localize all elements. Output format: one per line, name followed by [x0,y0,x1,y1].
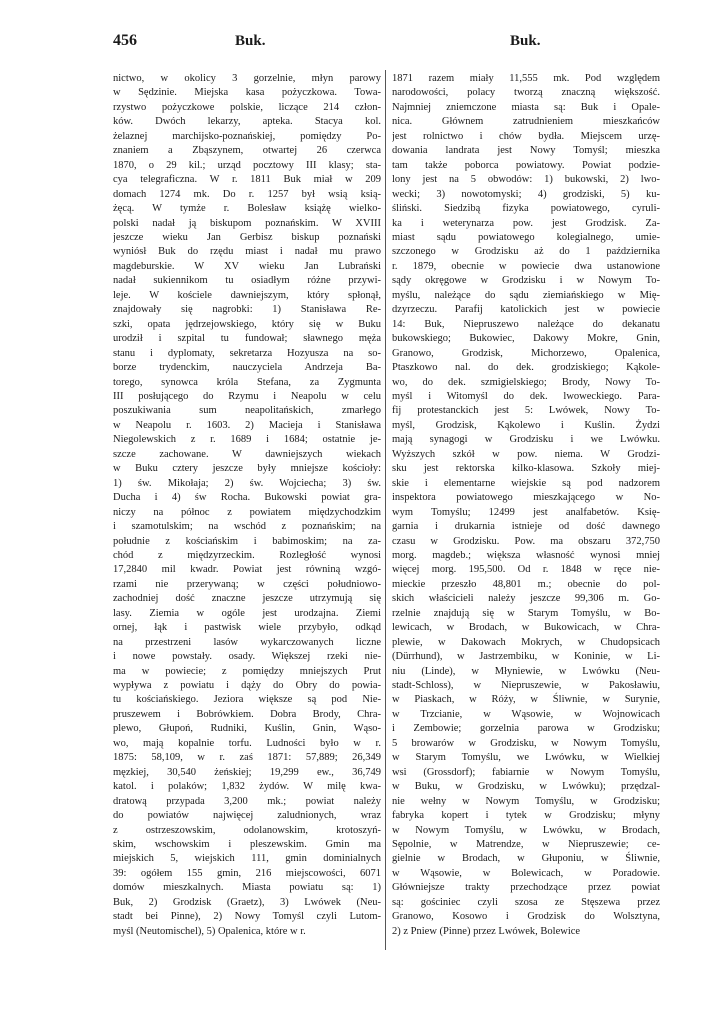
text-line: morg. magdeb.; większa własność wynosi mniej [392,549,660,561]
text-line: myśl i Witomyśl do dek. lwoweckiego. Para- [392,390,660,402]
text-line: i szamotulskim; na wschód z poznańskim; na [113,521,381,533]
text-line: tam także poborca powiatowy. Powiat podzie- [392,159,660,171]
text-line: wo, mają kopalnie torfu. Ludności było w r. [113,737,381,749]
text-line: Ptaszkowo nal. do dek. grodziskiego; Kąkole- [392,362,660,374]
text-line: myślu, należące do sądu ziemiańskiego w Mię- [392,289,660,301]
text-line: lasy. Ziemia w ogóle jest urodzajna. Ziemi [113,607,381,619]
text-line: 2) z Pniew (Pinne) przez Lwówek, Bolewice [392,925,581,937]
text-line: fij protestanckich jest 5: Lwówek, Nowy To- [392,405,660,417]
text-line: szczonego w Grodzisku aż do 1 października [392,246,660,258]
text-line: chód z międzyrzeckim. Rozległość wynosi [113,549,381,561]
text-line: mają synagogi w Grodzisku i we Lwówku. [392,434,660,446]
text-line: stadt-Schloss), w Niepruszewie, w Pakosławiu, [392,680,660,692]
text-line: w Starym Tomyślu, we Lwówku, w Wielkiej [392,752,660,764]
text-line: i nowe powstały. osady. Większej rzeki nie- [113,651,381,663]
text-line: urodził i szpital tu fundował; sławnego męża [113,333,381,345]
text-line: rzami nie przerywaną; w części południowo- [113,578,381,590]
text-line: (Dürrhund), w Jastrzembiku, w Koninie, w Li- [392,651,660,663]
text-line: w Buku cztery jeszcze były mniejsze kościoły: [113,463,381,475]
text-line: sądy okręgowe w Grodzisku i w Nowym To- [392,275,660,287]
text-line: torego, synowca króla Stefana, za Zygmunta [113,376,381,388]
text-line: katol. i polaków; 1,832 żydów. W milę kwa- [113,781,381,793]
text-line: Granowo, Grodzisk, Michorzewo, Opalenica, [392,347,660,359]
text-line: plewo, Głupoń, Rudniki, Kuślin, Gnin, Wąso- [113,723,381,735]
text-line: szcze zachowane. W dawniejszych wiekach [113,448,381,460]
text-line: Wyższych szkół w pow. niema. W Grodzi- [392,448,660,460]
text-line: 1875: 58,109, w r. zaś 1871: 57,889; 26,349 [113,752,381,764]
text-line: plewie, w Dakowach Mokrych, w Chudopsicach [392,636,660,648]
text-line: pruszewem i Bobrówkiem. Dobra Brody, Chra- [113,708,381,720]
text-line: południe z kościańskim i babimoskim; na za- [113,535,381,547]
text-line: rzelnie znajdują się w Starym Tomyślu, w Bo- [392,607,660,619]
left-column [113,72,381,939]
text-line: żelaznej marchijsko-poznańskiej, pomiędzy Po- [113,130,381,142]
text-line: myśl (Neutomischel), 5) Opalenica, które w r. [113,925,306,937]
text-line: domach 1274 mk. Do r. 1257 był wsią ksią- [113,188,381,200]
running-head-left: Buk. [235,33,266,49]
page-number: 456 [113,32,137,49]
text-line: niu (Linde), w Młyniewie, w Lwówku (Neu- [392,665,660,677]
text-line: męzkiej, 30,540 żeńskiej; 19,299 ew., 36,749 [113,766,381,778]
text-line: gielnie w Brodach, w Głuponiu, w Śliwnie, [392,853,660,865]
text-line: leje. W kościele dawniejszym, który spłonął, [113,289,381,301]
text-line: borze trydenckim, nauczyciela Andrzeja Ba- [113,362,381,374]
text-line: w Neapolu r. 1603. 2) Macieja i Stanisława [113,419,381,431]
text-line: domów mieszkalnych. Miasta powiatu są: 1) [113,882,381,894]
text-line: w Wąsowie, w Bolewicach, w Poradowie. [392,867,660,879]
text-line: inspektora powiatowego mieszkającego w No- [392,492,660,504]
text-line: wecki; 3) nowotomyski; 4) grodziski, 5) ku- [392,188,660,200]
text-line: znajdowały się nagrobki: 1) Stanisława Re- [113,304,381,316]
text-line: w Nowym Tomyślu, w Lwówku, w Brodach, [392,824,660,836]
text-line: w Piaskach, w Róży, w Śliwnie, w Surynie, [392,694,660,706]
text-line: są: gościniec czyli szosa ze Stęszewa przez [392,896,660,908]
text-line: do powiatów najwięcej zaludnionych, wraz [113,810,381,822]
text-line: 14: Buk, Niepruszewo należące do dekanatu [392,318,660,330]
text-line: 1870, o 29 kil.; urząd pocztowy III klasy; sta- [113,159,381,171]
text-line: Sępolnie, w Matrendze, w Niepruszewie; ce- [392,839,660,851]
text-line: stadt bei Pinne), 2) Nowy Tomyśl czyli Lutom- [113,911,381,923]
text-line: więcej morg. 195,500. Od r. 1848 w ręce nie- [392,564,660,576]
text-line: w Trzcianie, w Wąsowie, w Wojnowicach [392,708,660,720]
text-line: lewicach, w Brodach, w Bukowicach, w Chra- [392,622,660,634]
text-line: ków. Dwóch lekarzy, apteka. Stacya kol. [113,116,381,128]
text-line: magdeburskie. W XV wieku Jan Lubrański [113,260,381,272]
text-line: wym Tomyślu; 12499 jest analfabetów. Księ- [392,506,660,518]
text-line: skich właścicieli należy jeszcze 99,306 m. Go- [392,593,660,605]
text-line: wypływa z powiatu i dąży do Obry do powia- [113,680,381,692]
text-line: 1871 razem miały 11,555 mk. Pod względem [392,73,660,84]
text-line: w Buku, w Grodzisku, w Lwówku); przędzal- [392,781,660,793]
text-line: nica. Głównem zatrudnieniem mieszkańców [392,116,660,128]
text-line: poszukiwania sum neapolitańskich, zmarłego [113,405,381,417]
text-line: 17,2840 mil kwadr. Powiat jest równiną wzgó- [113,564,381,576]
text-line: żęcą. W tymże r. Bolesław książę wielko- [113,203,381,215]
text-line: 5 browarów w Grodzisku, w Nowym Tomyślu, [392,737,660,749]
text-line: Główniejsze trakty przechodzące przez powiat [392,882,660,894]
text-line: fabryka kopert i tytek w Grodzisku; młyny [392,810,660,822]
text-line: szki, opata jędrzejowskiego, który się w Buku [113,318,381,330]
text-line: nictwo, w okolicy 3 gorzelnie, młyn parowy [113,73,381,84]
column-divider [385,70,386,950]
text-line: myśl, Grodzisk, Kąkolewo i Kuślin. Żydzi [392,419,660,431]
running-head-right: Buk. [510,33,541,49]
text-line: ornej, łąk i pastwisk wiele przybyło, odkąd [113,622,381,634]
text-line: Ducha i 4) św Rocha. Bukowski powiat gra- [113,492,381,504]
text-line: dratową przypada 3,200 mk.; powiat należy [113,795,381,807]
text-line: na przestrzeni lasów wykarczowanych liczne [113,636,381,648]
text-line: bukowskiego; Bukowiec, Dakowy Mokre, Gnin, [392,333,660,345]
text-line: jest rolnictwo i chów bydła. Miejscem urzę- [392,130,660,142]
text-line: r. 1879, obecnie w powiecie dwa ustanowione [392,260,660,272]
text-line: rzystwo pożyczkowe polskie, liczące 214 człon- [113,101,381,113]
text-line: miast sądu powiatowego kolegialnego, umie- [392,231,660,243]
right-column [392,72,660,939]
text-line: ma w powiecie; z pomiędzy mniejszych Prut [113,665,381,677]
text-line: śliński. Siedzibą fizyka powiatowego, cyruli- [392,203,660,215]
text-line: dzyrzeczu. Parafij katolickich jest w powiecie [392,304,660,316]
text-line: nie wełny w Nowym Tomyślu, w Grodzisku; [392,795,660,807]
text-line: w Sędzinie. Miejska kasa pożyczkowa. Towa- [113,87,381,99]
text-line: nadał sukiennikom tu osiadłym różne przywi- [113,275,381,287]
text-line: cya telegraficzna. W r. 1811 Buk miał w 209 [113,174,381,186]
text-line: znaniem a Zbąszynem, otwartej 26 czerwca [113,145,381,157]
text-line: Niegolewskich z r. 1689 i 1684; ostatnie je- [113,434,381,446]
text-line: narodowości, polacy tworzą znaczną większość. [392,87,660,99]
text-line: wyniósł Buk do rzędu miast i nadał mu prawo [113,246,381,258]
text-line: zachodniej dość znaczne jeszcze utrzymują się [113,593,381,605]
text-line: 39: ogółem 155 gmin, 216 miejscowości, 6071 [113,867,381,879]
text-line: jeszcze wieku Jan Gerbisz biskup poznański [113,231,381,243]
text-line: polski nadał ją biskupom poznańskim. W XVIII [113,217,381,229]
text-line: miejskich 5, wiejskich 111, gmin dominialnych [113,853,381,865]
text-line: z ostrzeszowskim, odolanowskim, krotoszyń- [113,824,381,836]
text-line: stanu i dyplomaty, sekretarza Hozyusza na so- [113,347,381,359]
text-line: Buk, 2) Grodzisk (Graetz), 3) Lwówek (Neu- [113,896,381,908]
text-line: lony jest na 5 obwodów: 1) bukowski, 2) lwo- [392,174,660,186]
text-line: wo, do dek. szmigielskiego; Brody, Nowy To- [392,376,660,388]
text-line: skim, wschowskim i pleszewskim. Gmin ma [113,839,381,851]
text-line: i Zembowie; gorzelnia parowa w Grodzisku; [392,723,660,735]
text-line: sku jest rektorska kilko-klasowa. Szkoły miej- [392,463,660,475]
text-line: wsi (Grossdorf); fabiarnie w Nowym Tomyślu, [392,766,660,778]
text-line: czasu w Grodzisku. Pow. ma obszaru 372,750 [392,535,660,547]
text-line: 1) św. Mikołaja; 2) św. Wojciecha; 3) św. [113,477,381,489]
text-line: garnia i drukarnia istnieje od dość dawnego [392,521,660,533]
text-line: III posłującego do Rzymu i Neapolu w celu [113,390,381,402]
text-line: skie i elementarne wiejskie są pod nadzorem [392,477,660,489]
text-line: mieckie przeszło 48,801 m.; obecnie do pol- [392,578,660,590]
text-line: ka i weterynarza pow. jest Grodzisk. Za- [392,217,660,229]
text-line: Granowo, Kosowo i Grodzisk do Wolsztyna, [392,911,660,923]
text-line: Najmniej zniemczone miasta są: Buk i Opale- [392,101,660,113]
text-line: dowania landrata jest Nowy Tomyśl; mieszka [392,145,660,157]
text-line: niczy na północ z powiatem międzychodzkim [113,506,381,518]
text-line: tu kościańskiego. Jeziora większe są pod Nie- [113,694,381,706]
